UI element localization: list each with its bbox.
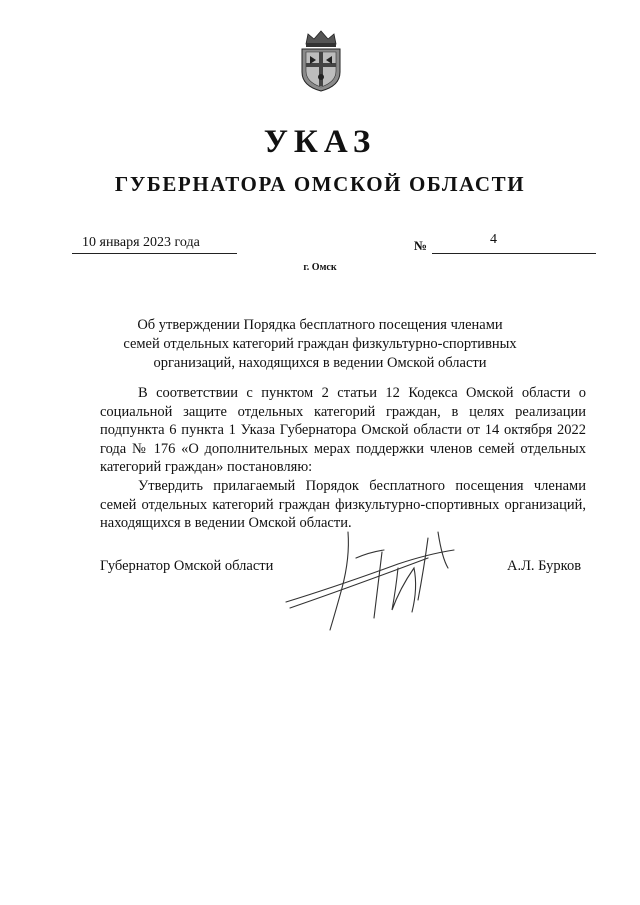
- city-label: г. Омск: [303, 262, 337, 273]
- document-subtitle: ГУБЕРНАТОРА ОМСКОЙ ОБЛАСТИ: [114, 172, 526, 196]
- paragraph: Утвердить прилагаемый Порядок бесплатного посещения членами семей отдельных категорий граждан физкультурно-спортивных организаций, находящихся в ведении Омской области.: [100, 477, 586, 532]
- signatory-title: Губернатор Омской области: [100, 558, 274, 574]
- paragraph: В соответствии с пунктом 2 статьи 12 Кодекса Омской области о социальной защите отдельных категорий граждан, в целях реализации подпункта 6 пункта 1 Указа Губернатора Омской области от 14 октября 2022 года № 176 «О дополнительных мерах поддержки членов семей отдельных категорий граждан» постановляю:: [100, 385, 586, 476]
- document-title: УКАЗ: [263, 124, 377, 160]
- date-field: [72, 234, 237, 254]
- signature-icon: [278, 528, 468, 638]
- number-sign: №: [414, 238, 428, 253]
- document-subject: Об утверждении Порядка бесплатного посещения членами семей отдельных категорий граждан физкультурно-спортивных организаций, находящихся в ведении Омской области: [123, 317, 517, 371]
- document-number: 4: [490, 232, 497, 247]
- number-field: [432, 234, 596, 254]
- document-date: 10 января 2023 года: [82, 235, 200, 250]
- signatory-name: А.Л. Бурков: [507, 558, 582, 574]
- coat-of-arms-icon: [296, 30, 346, 92]
- document-body: [100, 384, 586, 533]
